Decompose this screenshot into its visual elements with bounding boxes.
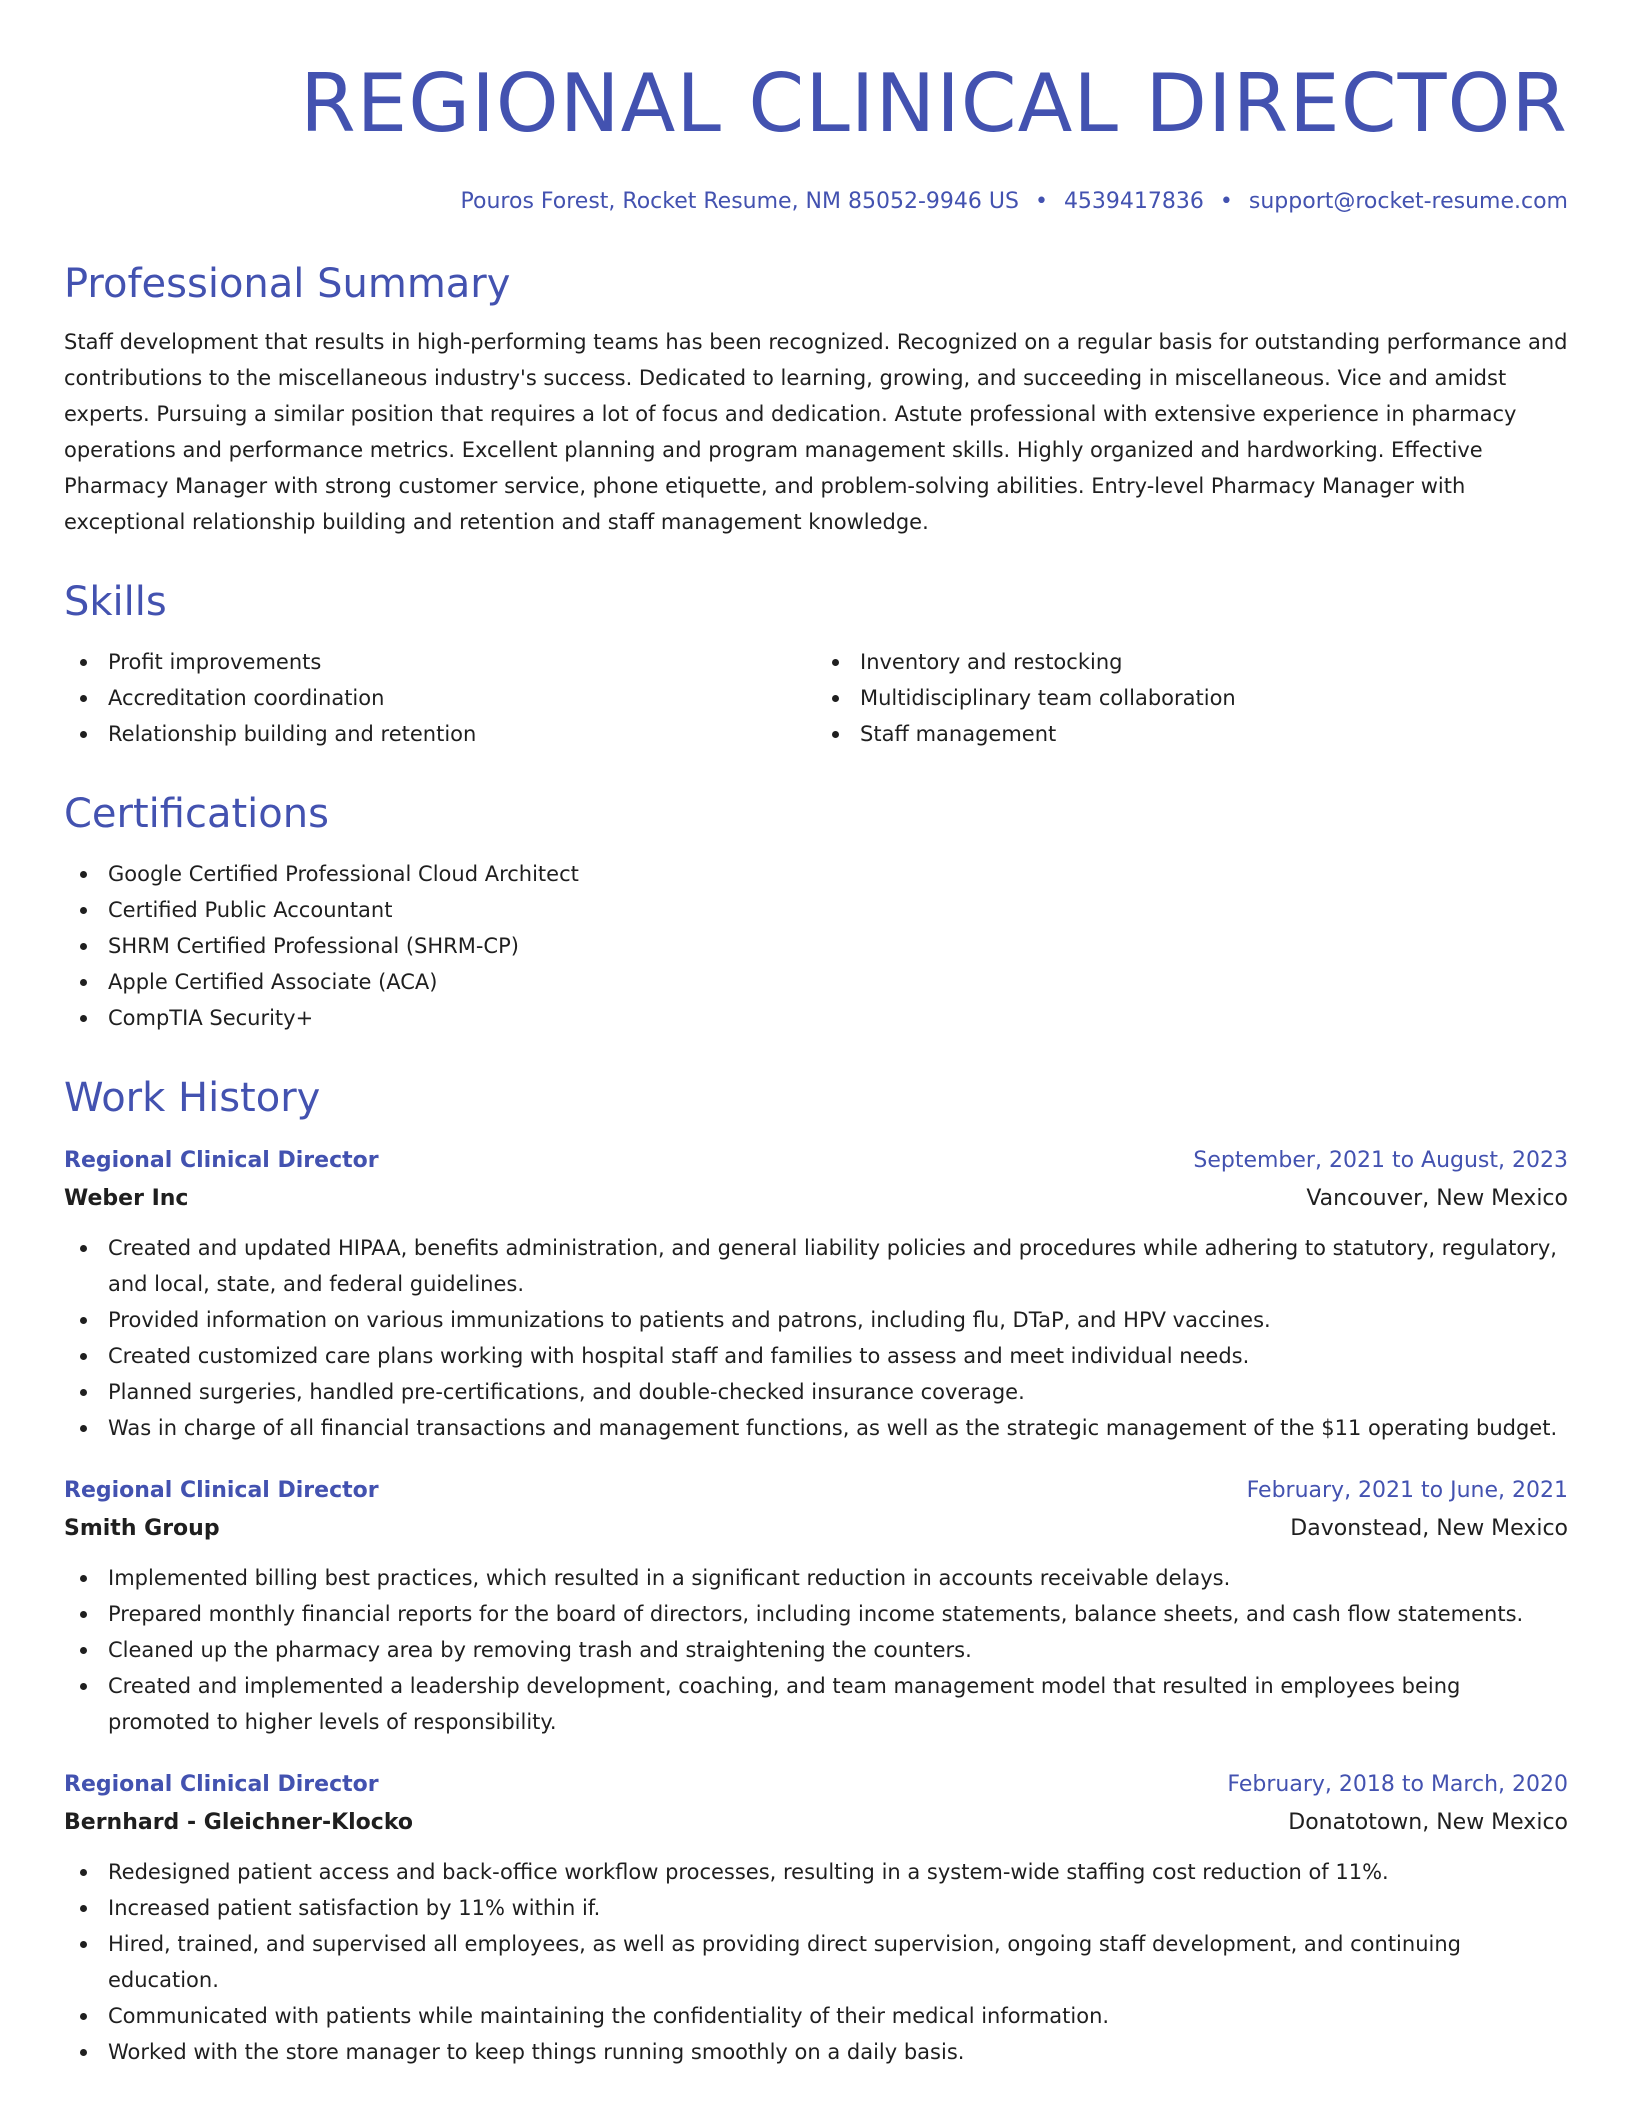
job-duty-item: Communicated with patients while maintaining the confidentiality of their medical information. xyxy=(64,1998,1568,2034)
job-duty-item: Cleaned up the pharmacy area by removing trash and straightening the counters. xyxy=(64,1632,1568,1668)
certification-item: SHRM Certified Professional (SHRM-CP) xyxy=(64,928,1568,964)
certification-item: Google Certified Professional Cloud Architect xyxy=(64,856,1568,892)
job-entry xyxy=(64,1142,1568,1446)
job-company: Weber Inc xyxy=(64,1186,189,1211)
certification-item: Certified Public Accountant xyxy=(64,892,1568,928)
job-location: Davonstead, New Mexico xyxy=(1290,1516,1568,1541)
job-duty-item: Created and updated HIPAA, benefits administration, and general liability policies and procedures while adhering to statutory, regulatory, and local, state, and federal guidelines. xyxy=(64,1230,1568,1302)
skills-list-right xyxy=(816,644,1568,752)
job-title: Regional Clinical Director xyxy=(64,1772,379,1797)
job-duties-list xyxy=(64,1854,1568,2070)
job-duty-item: Hired, trained, and supervised all employees, as well as providing direct supervision, ongoing staff development, and continuing education. xyxy=(64,1926,1568,1998)
job-entry xyxy=(64,1472,1568,1740)
section-title-certifications: Certifications xyxy=(64,791,329,837)
work-history-section xyxy=(64,1074,1568,2070)
job-duty-item: Created and implemented a leadership development, coaching, and team management model that resulted in employees being promoted to higher levels of responsibility. xyxy=(64,1668,1568,1740)
job-duty-item: Was in charge of all financial transactions and management functions, as well as the strategic management of the $11 operating budget. xyxy=(64,1410,1568,1446)
candidate-name: REGIONAL CLINICAL DIRECTOR xyxy=(300,57,1568,150)
certifications-section xyxy=(64,790,1568,1036)
job-entry xyxy=(64,1766,1568,2070)
job-dates: September, 2021 to August, 2023 xyxy=(1193,1148,1568,1173)
job-company-row xyxy=(64,1180,1568,1218)
job-title: Regional Clinical Director xyxy=(64,1478,379,1503)
skill-item: Multidisciplinary team collaboration xyxy=(816,680,1568,716)
job-duty-item: Redesigned patient access and back-office workflow processes, resulting in a system-wide staffing cost reduction of 11%. xyxy=(64,1854,1568,1890)
job-dates: February, 2018 to March, 2020 xyxy=(1227,1772,1568,1797)
job-title-row xyxy=(64,1472,1568,1510)
contact-separator: • xyxy=(1219,189,1233,214)
job-title-row xyxy=(64,1142,1568,1180)
section-title-work-history: Work History xyxy=(64,1075,321,1121)
certifications-list xyxy=(64,856,1568,1036)
job-duty-item: Provided information on various immunizations to patients and patrons, including flu, DTaP, and HPV vaccines. xyxy=(64,1302,1568,1338)
job-company: Smith Group xyxy=(64,1516,220,1541)
resume-header xyxy=(64,56,1568,216)
certification-item: CompTIA Security+ xyxy=(64,1000,1568,1036)
section-title-skills: Skills xyxy=(64,579,167,625)
job-title-row xyxy=(64,1766,1568,1804)
skills-section xyxy=(64,578,1568,752)
certification-item: Apple Certified Associate (ACA) xyxy=(64,964,1568,1000)
job-dates: February, 2021 to June, 2021 xyxy=(1246,1478,1568,1503)
section-title-summary: Professional Summary xyxy=(64,261,511,307)
job-title: Regional Clinical Director xyxy=(64,1148,379,1173)
skill-item: Profit improvements xyxy=(64,644,816,680)
skills-grid xyxy=(64,644,1568,752)
job-duty-item: Prepared monthly financial reports for the board of directors, including income statements, balance sheets, and cash flow statements. xyxy=(64,1596,1568,1632)
email-address: support@rocket-resume.com xyxy=(1248,189,1568,214)
skill-item: Inventory and restocking xyxy=(816,644,1568,680)
skills-list-left xyxy=(64,644,816,752)
job-duty-item: Worked with the store manager to keep things running smoothly on a daily basis. xyxy=(64,2034,1568,2070)
job-location: Donatotown, New Mexico xyxy=(1288,1810,1568,1835)
phone-number: 4539417836 xyxy=(1063,189,1204,214)
contact-separator: • xyxy=(1034,189,1048,214)
job-duty-item: Increased patient satisfaction by 11% within if. xyxy=(64,1890,1568,1926)
contact-line xyxy=(64,188,1568,216)
job-duties-list xyxy=(64,1230,1568,1446)
skill-item: Staff management xyxy=(816,716,1568,752)
job-company-row xyxy=(64,1510,1568,1548)
summary-text: Staff development that results in high-performing teams has been recognized. Recognized on a regular basis for outstanding performance and contributions to the miscellaneous industry's success. Dedicated to learning, growing, and succeeding in miscellaneous. Vice and amidst experts. Pursuing a similar position that requires a lot of focus and dedication. Astute professional with extensive experience in pharmacy operations and performance metrics. Excellent planning and program management skills. Highly organized and hardworking. Effective Pharmacy Manager with strong customer service, phone etiquette, and problem-solving abilities. Entry-level Pharmacy Manager with exceptional relationship building and retention and staff management knowledge. xyxy=(64,330,1568,534)
skill-item: Accreditation coordination xyxy=(64,680,816,716)
job-duties-list xyxy=(64,1560,1568,1740)
job-duty-item: Implemented billing best practices, which resulted in a significant reduction in accounts receivable delays. xyxy=(64,1560,1568,1596)
address: Pouros Forest, Rocket Resume, NM 85052-9946 US xyxy=(460,189,1019,214)
job-duty-item: Created customized care plans working with hospital staff and families to assess and meet individual needs. xyxy=(64,1338,1568,1374)
job-duty-item: Planned surgeries, handled pre-certifications, and double-checked insurance coverage. xyxy=(64,1374,1568,1410)
job-company-row xyxy=(64,1804,1568,1842)
professional-summary-section xyxy=(64,260,1568,540)
job-location: Vancouver, New Mexico xyxy=(1306,1186,1568,1211)
job-company: Bernhard - Gleichner-Klocko xyxy=(64,1810,413,1835)
skill-item: Relationship building and retention xyxy=(64,716,816,752)
